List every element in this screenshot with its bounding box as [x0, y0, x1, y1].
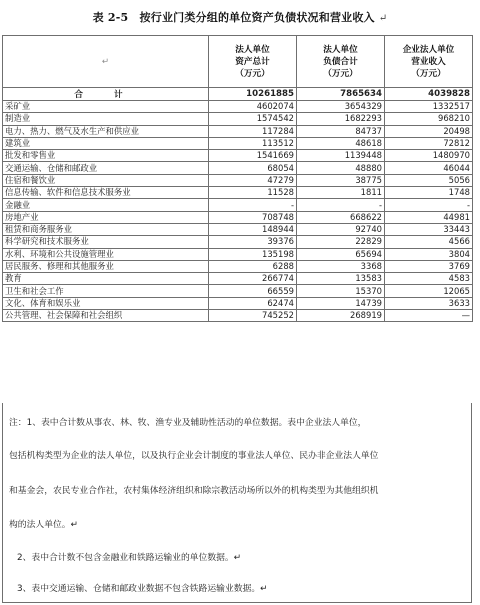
liabilities-cell: 13583	[297, 273, 385, 285]
table-row	[3, 150, 473, 162]
table-row	[3, 101, 473, 113]
note-3: 3、表中交通运输、仓储和邮政业数据不包含铁路运输业数据。↵	[17, 584, 268, 594]
assets-cell: 266774	[209, 273, 297, 285]
header-corner-cell: ↵	[3, 36, 209, 88]
table-row	[3, 211, 473, 223]
revenue-cell: 1332517	[385, 101, 473, 113]
liabilities-cell: 1682293	[297, 113, 385, 125]
revenue-cell: 12065	[385, 285, 473, 297]
table-row	[3, 297, 473, 309]
assets-cell: 135198	[209, 248, 297, 260]
total-label: 合 计	[3, 88, 209, 101]
header-liabilities-line2: 负债合计	[323, 56, 358, 67]
revenue-cell: 72812	[385, 137, 473, 149]
liabilities-cell: 3654329	[297, 101, 385, 113]
assets-cell: 62474	[209, 297, 297, 309]
revenue-cell: 4566	[385, 236, 473, 248]
industry-name-cell: 交通运输、仓储和邮政业	[3, 162, 209, 174]
table-row	[3, 113, 473, 125]
industry-name-cell: 卫生和社会工作	[3, 285, 209, 297]
assets-cell: 68054	[209, 162, 297, 174]
table-row	[3, 223, 473, 235]
assets-cell: 1541669	[209, 150, 297, 162]
total-assets: 10261885	[209, 88, 297, 101]
liabilities-cell: 65694	[297, 248, 385, 260]
assets-cell: 745252	[209, 310, 297, 322]
assets-cell: 113512	[209, 137, 297, 149]
assets-cell: 4602074	[209, 101, 297, 113]
table-row	[3, 248, 473, 260]
liabilities-cell: 22829	[297, 236, 385, 248]
table-row	[3, 260, 473, 272]
table-row	[3, 285, 473, 297]
total-row	[3, 88, 473, 101]
header-liabilities-line3: （万元）	[323, 68, 358, 79]
table-header-row	[3, 36, 473, 88]
assets-cell: 117284	[209, 125, 297, 137]
total-liabilities: 7865634	[297, 88, 385, 101]
liabilities-cell: 1811	[297, 187, 385, 199]
industry-name-cell: 房地产业	[3, 211, 209, 223]
revenue-cell: 44981	[385, 211, 473, 223]
header-revenue-line1: 企业法人单位	[402, 44, 455, 55]
assets-cell: 39376	[209, 236, 297, 248]
liabilities-cell: -	[297, 199, 385, 211]
liabilities-cell: 1139448	[297, 150, 385, 162]
table-row	[3, 162, 473, 174]
note-1-line-2: 包括机构类型为企业的法人单位，以及执行企业会计制度的事业法人单位、民办非企业法人单位	[9, 451, 379, 461]
header-revenue-line2: 营业收入	[411, 56, 446, 67]
industry-name-cell: 制造业	[3, 113, 209, 125]
industry-name-cell: 居民服务、修理和其他服务业	[3, 260, 209, 272]
assets-cell: 6288	[209, 260, 297, 272]
revenue-cell: 5056	[385, 174, 473, 186]
header-revenue-cell	[385, 36, 473, 88]
liabilities-cell: 3368	[297, 260, 385, 272]
table-row	[3, 187, 473, 199]
table-row	[3, 199, 473, 211]
liabilities-cell: 84737	[297, 125, 385, 137]
assets-cell: 148944	[209, 223, 297, 235]
industry-name-cell: 科学研究和技术服务业	[3, 236, 209, 248]
industry-name-cell: 建筑业	[3, 137, 209, 149]
table-row	[3, 236, 473, 248]
table-row	[3, 174, 473, 186]
revenue-cell: —	[385, 310, 473, 322]
header-liabilities-cell	[297, 36, 385, 88]
header-assets-cell	[209, 36, 297, 88]
revenue-cell: 20498	[385, 125, 473, 137]
revenue-cell: 968210	[385, 113, 473, 125]
header-revenue-line3: （万元）	[411, 68, 446, 79]
revenue-cell: 3804	[385, 248, 473, 260]
assets-cell: 1574542	[209, 113, 297, 125]
industry-name-cell: 住宿和餐饮业	[3, 174, 209, 186]
table-title-text: 表 2-5 按行业门类分组的单位资产负债状况和营业收入	[92, 11, 375, 24]
liabilities-cell: 268919	[297, 310, 385, 322]
liabilities-cell: 14739	[297, 297, 385, 309]
header-assets-line2: 资产总计	[235, 56, 270, 67]
industry-name-cell: 采矿业	[3, 101, 209, 113]
header-liabilities-line1: 法人单位	[323, 44, 358, 55]
liabilities-cell: 15370	[297, 285, 385, 297]
industry-name-cell: 批发和零售业	[3, 150, 209, 162]
table-row	[3, 125, 473, 137]
table-row	[3, 310, 473, 322]
liabilities-cell: 668622	[297, 211, 385, 223]
liabilities-cell: 38775	[297, 174, 385, 186]
industry-name-cell: 信息传输、软件和信息技术服务业	[3, 187, 209, 199]
note-1-line-3: 和基金会，农民专业合作社，农村集体经济组织和除宗教活动场所以外的机构类型为其他组织机	[9, 486, 379, 496]
header-assets-line3: （万元）	[235, 68, 270, 79]
industry-name-cell: 金融业	[3, 199, 209, 211]
revenue-cell: 3769	[385, 260, 473, 272]
revenue-cell: 33443	[385, 223, 473, 235]
note-1-line-1: 注：1、表中合计数从事农、林、牧、渔专业及辅助性活动的单位数据。表中企业法人单位，	[9, 418, 367, 428]
revenue-cell: 1480970	[385, 150, 473, 162]
notes-section	[2, 403, 472, 603]
industry-name-cell: 教育	[3, 273, 209, 285]
table-row	[3, 137, 473, 149]
total-revenue: 4039828	[385, 88, 473, 101]
revenue-cell: 1748	[385, 187, 473, 199]
table-row	[3, 273, 473, 285]
note-2: 2、表中合计数不包含金融业和铁路运输业的单位数据。↵	[17, 553, 242, 563]
table-title	[0, 9, 480, 25]
industry-name-cell: 电力、热力、燃气及水生产和供应业	[3, 125, 209, 137]
liabilities-cell: 48880	[297, 162, 385, 174]
assets-cell: 66559	[209, 285, 297, 297]
liabilities-cell: 48618	[297, 137, 385, 149]
industry-name-cell: 文化、体育和娱乐业	[3, 297, 209, 309]
data-table	[2, 35, 473, 322]
revenue-cell: -	[385, 199, 473, 211]
note-1-line-4: 构的法人单位。↵	[9, 520, 78, 530]
assets-cell: 708748	[209, 211, 297, 223]
revenue-cell: 46044	[385, 162, 473, 174]
assets-cell: -	[209, 199, 297, 211]
revenue-cell: 3633	[385, 297, 473, 309]
assets-cell: 47279	[209, 174, 297, 186]
paragraph-mark: ↵	[378, 13, 388, 24]
revenue-cell: 4583	[385, 273, 473, 285]
industry-name-cell: 水利、环境和公共设施管理业	[3, 248, 209, 260]
liabilities-cell: 92740	[297, 223, 385, 235]
industry-name-cell: 租赁和商务服务业	[3, 223, 209, 235]
industry-name-cell: 公共管理、社会保障和社会组织	[3, 310, 209, 322]
header-assets-line1: 法人单位	[235, 44, 270, 55]
assets-cell: 11528	[209, 187, 297, 199]
